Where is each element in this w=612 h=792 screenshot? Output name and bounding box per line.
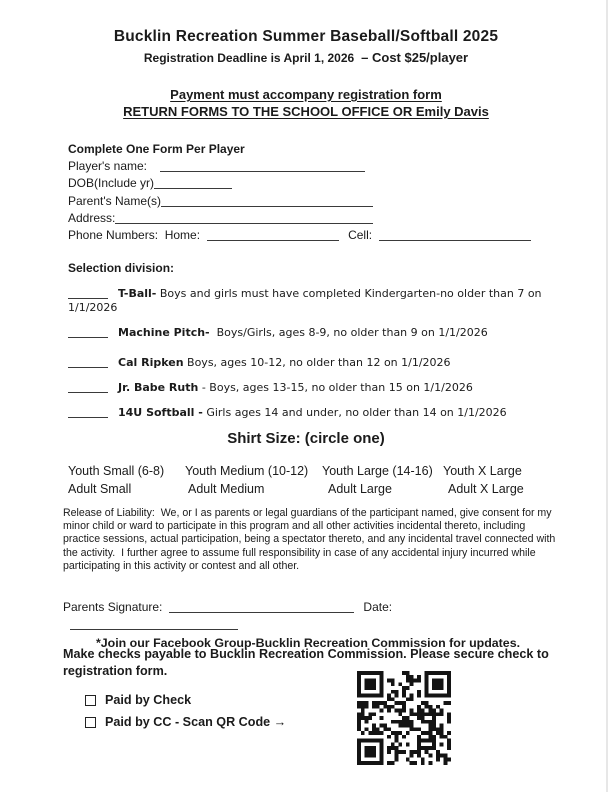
division-desc-wrap: 1/1/2026	[68, 301, 118, 314]
deadline-text: Registration Deadline is April 1, 2026	[143, 51, 358, 65]
division-option-machine-pitch	[68, 326, 568, 340]
division-name: T-Ball-	[118, 287, 157, 300]
qr-code-image	[357, 671, 451, 765]
shirt-size-heading: Shirt Size: (circle one)	[227, 430, 385, 447]
division-option-tball	[68, 287, 568, 301]
division-option-cal-ripken	[68, 356, 568, 370]
deadline-line	[0, 50, 612, 65]
division-option-14u-softball	[68, 406, 568, 420]
parents-signature-label: Parents Signature:	[63, 600, 163, 614]
cell-phone-label: Cell:	[348, 228, 373, 243]
signature-row	[63, 599, 553, 633]
phone-row	[68, 227, 550, 244]
paid-by-cc-row	[85, 715, 286, 729]
division-desc: Boys, ages 10-12, no older than 12 on 1/1/2026	[183, 356, 451, 369]
checks-payable-note: Make checks payable to Bucklin Recreation Commission. Please secure check to registration form.	[63, 647, 549, 678]
division-name: Machine Pitch-	[118, 326, 210, 339]
address-label: Address:	[68, 210, 116, 225]
dob-row	[68, 175, 550, 192]
cal-ripken-select-field[interactable]	[68, 356, 108, 368]
shirt-size-option[interactable]: Adult Large	[328, 481, 392, 496]
paid-by-check-label: Paid by Check	[105, 693, 192, 707]
release-of-liability-text: Release of Liability: We, or I as parents or legal guardians of the participant named, give consent for my minor child or ward to participate in this program and all other activities incidental thereto, including practice sessions, actual participation, being a spectator thereto, and any incidental travel connected with the activity. I further agree to assume full responsibility in case of any accidental injury incurred while participating in this activity or contest and all other.	[63, 507, 559, 572]
shirt-size-option[interactable]: Youth Large (14-16)	[322, 464, 433, 478]
division-desc: - Boys, ages 13-15, no older than 15 on 1/1/2026	[198, 381, 473, 394]
parent-names-field[interactable]	[161, 195, 373, 207]
division-section	[68, 261, 568, 420]
shirt-size-option[interactable]: Youth X Large	[443, 464, 522, 478]
header	[0, 28, 612, 65]
shirt-size-col-medium	[185, 463, 308, 498]
division-desc: Boys/Girls, ages 8-9, no older than 9 on 1/1/2026	[209, 326, 488, 339]
home-phone-label: Phone Numbers: Home:	[68, 228, 201, 243]
page-title: Bucklin Recreation Summer Baseball/Softball 2025	[113, 28, 499, 45]
shirt-size-option[interactable]: Adult Small	[68, 481, 132, 496]
division-name: 14U Softball -	[118, 406, 203, 419]
shirt-size-grid	[0, 463, 612, 499]
division-desc: Girls ages 14 and under, no older than 14 on 1/1/2026	[202, 406, 507, 419]
dob-label: DOB(Include yr)	[68, 176, 155, 191]
cell-phone-field[interactable]	[379, 229, 531, 241]
facebook-note: *Join our Facebook Group-Bucklin Recreation Commission for updates.	[95, 636, 521, 651]
home-phone-field[interactable]	[207, 229, 339, 241]
qr-code	[357, 671, 452, 766]
shirt-size-option[interactable]: Adult Medium	[188, 481, 265, 496]
division-name: Cal Ripken	[118, 356, 184, 369]
player-name-row	[68, 158, 550, 175]
parents-signature-field[interactable]	[169, 601, 354, 613]
signature-section	[63, 599, 553, 650]
payment-instructions	[0, 86, 612, 120]
player-info-section	[68, 141, 550, 244]
player-name-label: Player's name:	[68, 159, 147, 174]
paid-by-cc-label: Paid by CC - Scan QR Code →	[105, 715, 287, 729]
division-option-jr-babe-ruth	[68, 381, 568, 395]
shirt-size-col-xlarge	[443, 463, 524, 498]
address-field[interactable]	[115, 212, 373, 224]
paid-by-check-row	[85, 693, 286, 707]
address-row	[68, 210, 550, 227]
player-name-field[interactable]	[160, 160, 365, 172]
machine-pitch-select-field[interactable]	[68, 326, 108, 338]
player-info-heading: Complete One Form Per Player	[68, 142, 245, 156]
date-label: Date:	[363, 600, 393, 614]
shirt-size-col-small	[68, 463, 164, 498]
tball-select-field[interactable]	[68, 287, 108, 299]
paid-by-check-checkbox[interactable]	[85, 695, 96, 706]
division-desc: Boys and girls must have completed Kindergarten-no older than 7 on	[156, 287, 542, 300]
dob-field[interactable]	[154, 177, 232, 189]
cost-text: – Cost $25/player	[357, 50, 469, 65]
softball-select-field[interactable]	[68, 406, 108, 418]
jr-babe-ruth-select-field[interactable]	[68, 381, 108, 393]
shirt-size-section	[0, 430, 612, 499]
paid-by-cc-checkbox[interactable]	[85, 717, 96, 728]
payment-method-options	[85, 693, 286, 737]
parent-names-label: Parent's Name(s)	[68, 193, 161, 208]
parent-names-row	[68, 193, 550, 210]
shirt-size-col-large	[322, 463, 433, 498]
shirt-size-option[interactable]: Youth Small (6-8)	[68, 464, 165, 478]
division-heading: Selection division:	[68, 261, 175, 275]
payment-instruction-line1: Payment must accompany registration form	[170, 87, 442, 102]
payment-instruction-line2: RETURN FORMS TO THE SCHOOL OFFICE OR Emily Davis	[123, 104, 489, 119]
shirt-size-option[interactable]: Adult X Large	[448, 481, 524, 496]
shirt-size-option[interactable]: Youth Medium (10-12)	[185, 464, 309, 478]
date-field[interactable]	[70, 618, 238, 630]
division-name: Jr. Babe Ruth	[118, 381, 199, 394]
